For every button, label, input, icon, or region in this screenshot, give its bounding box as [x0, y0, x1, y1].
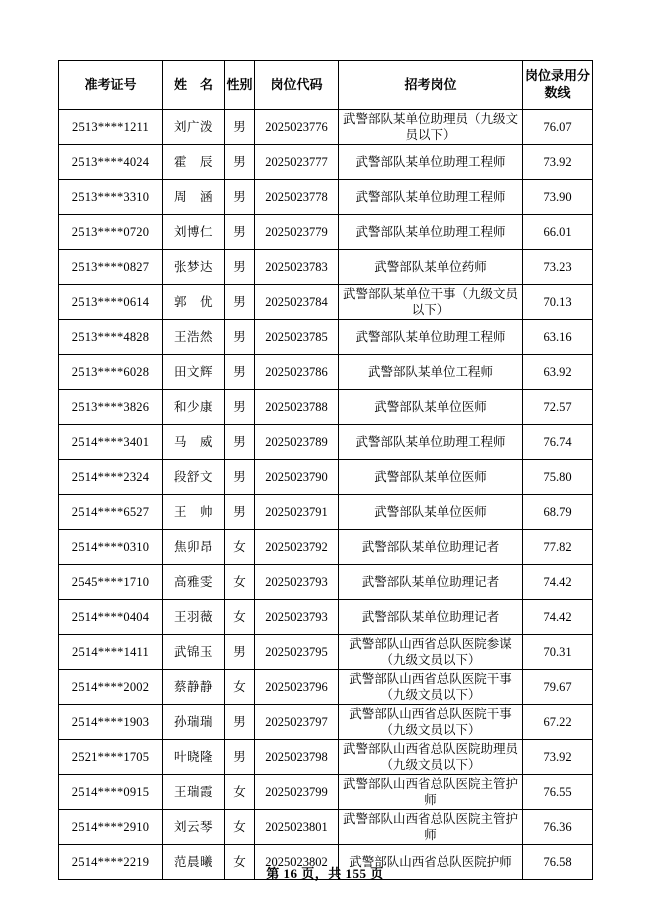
cell-admission-number: 2514****1411 — [59, 635, 163, 670]
column-header-id: 准考证号 — [59, 61, 163, 110]
cell-post-name: 武警部队某单位助理工程师 — [339, 180, 523, 215]
cell-post-code: 2025023784 — [255, 285, 339, 320]
cell-post-name: 武警部队山西省总队医院干事（九级文员以下） — [339, 705, 523, 740]
cell-sex: 女 — [225, 845, 255, 880]
cell-post-name: 武警部队某单位药师 — [339, 250, 523, 285]
table-row — [59, 565, 593, 600]
cell-score-line: 76.07 — [523, 110, 593, 145]
cell-post-name: 武警部队某单位助理记者 — [339, 565, 523, 600]
cell-name: 刘广泼 — [163, 110, 225, 145]
cell-post-name: 武警部队山西省总队医院护师 — [339, 845, 523, 880]
cell-post-name: 武警部队某单位助理记者 — [339, 530, 523, 565]
column-header-name: 姓 名 — [163, 61, 225, 110]
cell-name: 王羽薇 — [163, 600, 225, 635]
cell-post-code: 2025023786 — [255, 355, 339, 390]
cell-post-code: 2025023795 — [255, 635, 339, 670]
cell-sex: 女 — [225, 530, 255, 565]
cell-sex: 女 — [225, 670, 255, 705]
table-row — [59, 215, 593, 250]
cell-score-line: 63.92 — [523, 355, 593, 390]
cell-sex: 男 — [225, 250, 255, 285]
cell-post-code: 2025023793 — [255, 565, 339, 600]
cell-post-code: 2025023797 — [255, 705, 339, 740]
cell-post-code: 2025023796 — [255, 670, 339, 705]
table-row — [59, 775, 593, 810]
cell-admission-number: 2545****1710 — [59, 565, 163, 600]
cell-score-line: 77.82 — [523, 530, 593, 565]
cell-score-line: 73.92 — [523, 740, 593, 775]
cell-admission-number: 2513****3310 — [59, 180, 163, 215]
cell-score-line: 76.74 — [523, 425, 593, 460]
table-row — [59, 530, 593, 565]
cell-post-name: 武警部队山西省总队医院干事（九级文员以下） — [339, 670, 523, 705]
cell-name: 霍 辰 — [163, 145, 225, 180]
cell-admission-number: 2514****0915 — [59, 775, 163, 810]
table-row — [59, 320, 593, 355]
score-table — [58, 60, 593, 880]
cell-post-name: 武警部队某单位助理工程师 — [339, 215, 523, 250]
cell-score-line: 70.31 — [523, 635, 593, 670]
cell-score-line: 72.57 — [523, 390, 593, 425]
cell-name: 马 威 — [163, 425, 225, 460]
column-header-sex-label: 性别 — [226, 76, 253, 92]
column-header-score: 岗位录用分数线 — [523, 61, 593, 110]
cell-sex: 女 — [225, 775, 255, 810]
cell-admission-number: 2514****0310 — [59, 530, 163, 565]
cell-name: 张梦达 — [163, 250, 225, 285]
cell-post-name: 武警部队某单位助理员（九级文员以下） — [339, 110, 523, 145]
cell-name: 孙瑞瑞 — [163, 705, 225, 740]
cell-admission-number: 2513****0614 — [59, 285, 163, 320]
cell-sex: 男 — [225, 495, 255, 530]
cell-name: 王 帅 — [163, 495, 225, 530]
cell-sex: 女 — [225, 600, 255, 635]
cell-sex: 男 — [225, 110, 255, 145]
cell-sex: 男 — [225, 355, 255, 390]
cell-sex: 男 — [225, 180, 255, 215]
cell-sex: 男 — [225, 215, 255, 250]
cell-sex: 女 — [225, 810, 255, 845]
cell-name: 高雅雯 — [163, 565, 225, 600]
cell-sex: 男 — [225, 390, 255, 425]
cell-post-code: 2025023793 — [255, 600, 339, 635]
cell-sex: 男 — [225, 425, 255, 460]
cell-admission-number: 2514****6527 — [59, 495, 163, 530]
page-footer: 第 16 页，共 155 页 — [266, 866, 384, 881]
cell-score-line: 76.36 — [523, 810, 593, 845]
table-row — [59, 495, 593, 530]
cell-name: 段舒文 — [163, 460, 225, 495]
table-row — [59, 705, 593, 740]
cell-score-line: 74.42 — [523, 600, 593, 635]
cell-name: 田文辉 — [163, 355, 225, 390]
cell-admission-number: 2513****6028 — [59, 355, 163, 390]
cell-score-line: 70.13 — [523, 285, 593, 320]
cell-sex: 男 — [225, 145, 255, 180]
cell-post-code: 2025023791 — [255, 495, 339, 530]
table-row — [59, 810, 593, 845]
cell-score-line: 67.22 — [523, 705, 593, 740]
cell-post-name: 武警部队山西省总队医院助理员（九级文员以下） — [339, 740, 523, 775]
cell-post-code: 2025023789 — [255, 425, 339, 460]
cell-score-line: 76.55 — [523, 775, 593, 810]
cell-admission-number: 2513****3826 — [59, 390, 163, 425]
table-row — [59, 740, 593, 775]
cell-post-code: 2025023801 — [255, 810, 339, 845]
cell-admission-number: 2513****0827 — [59, 250, 163, 285]
cell-score-line: 75.80 — [523, 460, 593, 495]
cell-admission-number: 2514****0404 — [59, 600, 163, 635]
cell-admission-number: 2514****1903 — [59, 705, 163, 740]
cell-sex: 男 — [225, 740, 255, 775]
cell-post-name: 武警部队某单位助理工程师 — [339, 425, 523, 460]
table-body — [59, 110, 593, 880]
table-row — [59, 180, 593, 215]
cell-score-line: 66.01 — [523, 215, 593, 250]
cell-admission-number: 2513****4828 — [59, 320, 163, 355]
cell-name: 叶晓隆 — [163, 740, 225, 775]
cell-score-line: 63.16 — [523, 320, 593, 355]
cell-post-name: 武警部队山西省总队医院参谋（九级文员以下） — [339, 635, 523, 670]
table-row — [59, 285, 593, 320]
cell-sex: 男 — [225, 635, 255, 670]
cell-admission-number: 2514****2002 — [59, 670, 163, 705]
cell-post-name: 武警部队某单位工程师 — [339, 355, 523, 390]
cell-admission-number: 2513****1211 — [59, 110, 163, 145]
cell-score-line: 73.92 — [523, 145, 593, 180]
cell-sex: 男 — [225, 320, 255, 355]
cell-post-name: 武警部队某单位助理工程师 — [339, 320, 523, 355]
table-header — [59, 61, 593, 110]
cell-post-code: 2025023788 — [255, 390, 339, 425]
table-row — [59, 110, 593, 145]
cell-post-name: 武警部队某单位医师 — [339, 390, 523, 425]
cell-name: 周 涵 — [163, 180, 225, 215]
cell-name: 刘博仁 — [163, 215, 225, 250]
table-row — [59, 600, 593, 635]
cell-post-code: 2025023802 — [255, 845, 339, 880]
cell-score-line: 73.90 — [523, 180, 593, 215]
cell-post-name: 武警部队山西省总队医院主管护师 — [339, 810, 523, 845]
table-row — [59, 355, 593, 390]
cell-admission-number: 2513****4024 — [59, 145, 163, 180]
cell-sex: 男 — [225, 705, 255, 740]
cell-score-line: 73.23 — [523, 250, 593, 285]
cell-name: 王浩然 — [163, 320, 225, 355]
cell-admission-number: 2514****2219 — [59, 845, 163, 880]
cell-name: 范晨曦 — [163, 845, 225, 880]
table-row — [59, 425, 593, 460]
cell-post-name: 武警部队某单位助理工程师 — [339, 145, 523, 180]
cell-post-code: 2025023799 — [255, 775, 339, 810]
cell-post-name: 武警部队某单位医师 — [339, 460, 523, 495]
cell-post-name: 武警部队某单位干事（九级文员以下） — [339, 285, 523, 320]
cell-post-name: 武警部队山西省总队医院主管护师 — [339, 775, 523, 810]
cell-admission-number: 2513****0720 — [59, 215, 163, 250]
cell-post-name: 武警部队某单位医师 — [339, 495, 523, 530]
cell-post-code: 2025023777 — [255, 145, 339, 180]
cell-post-code: 2025023798 — [255, 740, 339, 775]
cell-sex: 男 — [225, 460, 255, 495]
cell-admission-number: 2514****2910 — [59, 810, 163, 845]
cell-sex: 男 — [225, 285, 255, 320]
cell-sex: 女 — [225, 565, 255, 600]
table-row — [59, 635, 593, 670]
column-header-sex — [225, 61, 255, 110]
column-header-post: 招考岗位 — [339, 61, 523, 110]
table-row — [59, 250, 593, 285]
cell-post-code: 2025023785 — [255, 320, 339, 355]
table-row — [59, 145, 593, 180]
cell-score-line: 74.42 — [523, 565, 593, 600]
cell-post-code: 2025023790 — [255, 460, 339, 495]
cell-score-line: 79.67 — [523, 670, 593, 705]
cell-score-line: 76.58 — [523, 845, 593, 880]
cell-post-code: 2025023792 — [255, 530, 339, 565]
cell-name: 王瑞霞 — [163, 775, 225, 810]
cell-score-line: 68.79 — [523, 495, 593, 530]
cell-post-name: 武警部队某单位助理记者 — [339, 600, 523, 635]
table-row — [59, 460, 593, 495]
cell-post-code: 2025023779 — [255, 215, 339, 250]
cell-name: 和少康 — [163, 390, 225, 425]
cell-post-code: 2025023783 — [255, 250, 339, 285]
column-header-code: 岗位代码 — [255, 61, 339, 110]
cell-admission-number: 2521****1705 — [59, 740, 163, 775]
table-row — [59, 390, 593, 425]
cell-admission-number: 2514****3401 — [59, 425, 163, 460]
cell-name: 焦卯昂 — [163, 530, 225, 565]
cell-post-code: 2025023778 — [255, 180, 339, 215]
table-row — [59, 670, 593, 705]
cell-name: 武锦玉 — [163, 635, 225, 670]
cell-name: 郭 优 — [163, 285, 225, 320]
cell-name: 刘云琴 — [163, 810, 225, 845]
table-header-row — [59, 61, 593, 110]
cell-post-code: 2025023776 — [255, 110, 339, 145]
cell-admission-number: 2514****2324 — [59, 460, 163, 495]
cell-name: 蔡静静 — [163, 670, 225, 705]
